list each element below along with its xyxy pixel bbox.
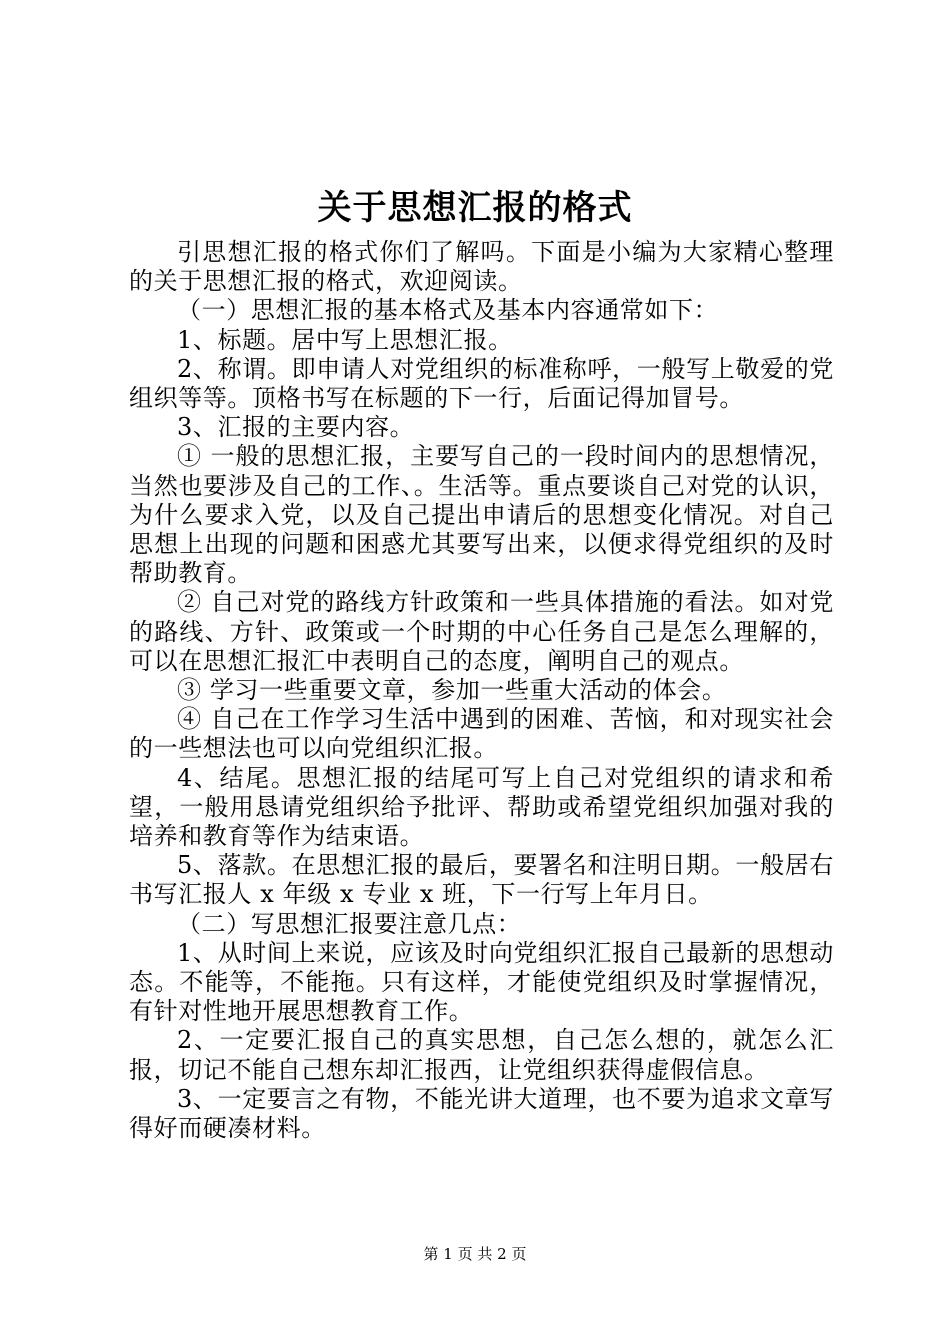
paragraph-main-content-item: 3、汇报的主要内容。 xyxy=(177,413,415,442)
page-number-footer: 第 1 页 共 2 页 xyxy=(423,1245,527,1263)
paragraph-note-3: 3、一定要言之有物，不能光讲大道理，也不要为追求文章写得好而硬凑材料。 xyxy=(129,1084,834,1143)
document-body xyxy=(129,238,834,1143)
paragraph-content-point-1: ① 一般的思想汇报，主要写自己的一段时间内的思想情况，当然也要涉及自己的工作、。生活等。重点要谈自己对党的认识，为什么要求入党，以及自己提出申请后的思想变化情况。对自己思想上出现的问题和困惑尤其要写出来，以便求得党组织的及时帮助教育。 xyxy=(129,442,834,588)
paragraph-intro: 引思想汇报的格式你们了解吗。下面是小编为大家精心整理的关于思想汇报的格式，欢迎阅读。 xyxy=(129,238,834,296)
paragraph-salutation-item: 2、称谓。即申请人对党组织的标准称呼，一般写上敬爱的党组织等等。顶格书写在标题的下一行，后面记得加冒号。 xyxy=(129,354,834,413)
section-heading-basic-format: （一）思想汇报的基本格式及基本内容通常如下： xyxy=(177,296,719,325)
paragraph-signature-item: 5、落款。在思想汇报的最后，要署名和注明日期。一般居右书写汇报人 x 年级 x 专业 x 班，下一行写上年月日。 xyxy=(129,851,834,909)
section-heading-notes: （二）写思想汇报要注意几点： xyxy=(177,909,522,938)
paragraph-note-1: 1、从时间上来说，应该及时向党组织汇报自己最新的思想动态。不能等，不能拖。只有这样，才能使党组织及时掌握情况，有针对性地开展思想教育工作。 xyxy=(129,938,834,1026)
paragraph-content-point-3: ③ 学习一些重要文章，参加一些重大活动的体会。 xyxy=(177,676,727,705)
document-title: 关于思想汇报的格式 xyxy=(317,188,633,228)
paragraph-content-point-4: ④ 自己在工作学习生活中遇到的困难、苦恼，和对现实社会的一些想法也可以向党组织汇报。 xyxy=(129,705,834,763)
paragraph-ending-item: 4、结尾。思想汇报的结尾可写上自己对党组织的请求和希望，一般用恳请党组织给予批评、帮助或希望党组织加强对我的培养和教育等作为结束语。 xyxy=(129,763,834,851)
paragraph-note-2: 2、一定要汇报自己的真实思想，自己怎么想的，就怎么汇报，切记不能自己想东却汇报西，让党组织获得虚假信息。 xyxy=(129,1026,834,1084)
paragraph-title-item: 1、标题。居中写上思想汇报。 xyxy=(177,325,513,354)
paragraph-content-point-2: ② 自己对党的路线方针政策和一些具体措施的看法。如对党的路线、方针、政策或一个时期的中心任务自己是怎么理解的，可以在思想汇报汇中表明自己的态度，阐明自己的观点。 xyxy=(129,588,834,675)
